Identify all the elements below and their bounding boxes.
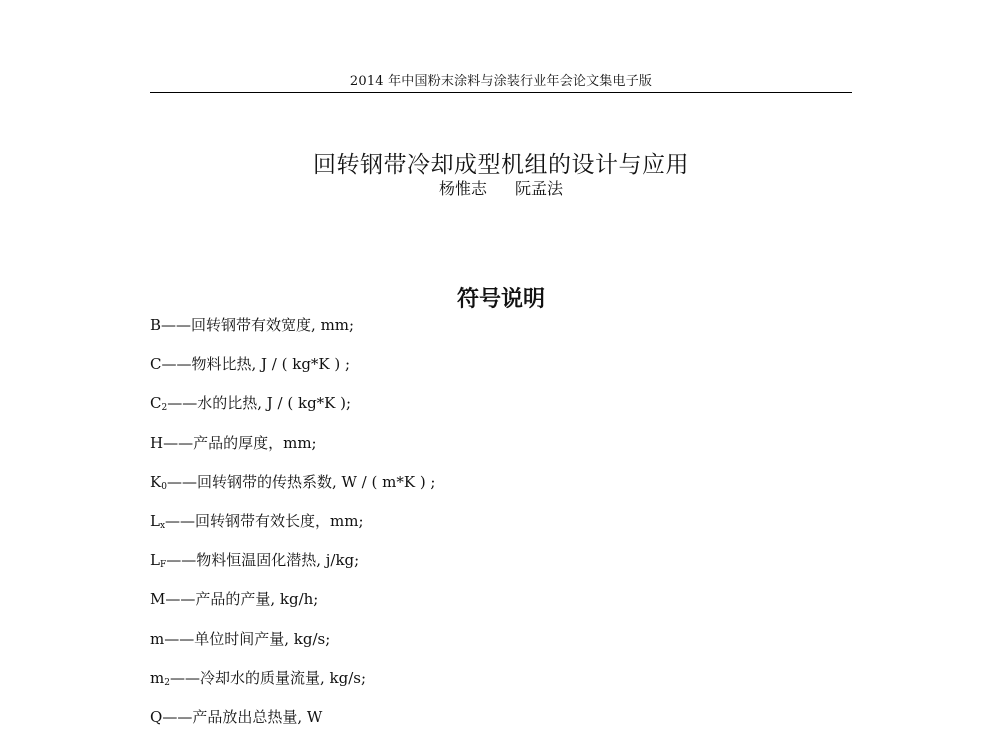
- symbol-item: [150, 470, 852, 509]
- header-rule: [150, 92, 852, 93]
- section-heading: 符号说明: [456, 287, 545, 313]
- symbol: B: [150, 316, 162, 334]
- symbol: m: [150, 668, 165, 687]
- symbol-item: [150, 705, 852, 744]
- symbol: K: [150, 472, 162, 491]
- symbol-definition: ——回转钢带的传热系数, W / ( m*K ) ;: [166, 472, 436, 491]
- symbol: m: [150, 629, 165, 648]
- symbol-item: [150, 313, 852, 352]
- symbol-item: [150, 548, 852, 587]
- symbol: Q: [150, 707, 163, 726]
- symbol-list: [150, 313, 852, 744]
- symbol: H: [150, 433, 164, 452]
- symbol-definition: ——物料恒温固化潜热, j/kg;: [166, 551, 360, 570]
- symbol-definition: ——回转钢带有效宽度, mm;: [161, 316, 355, 334]
- symbol: L: [150, 551, 160, 570]
- running-header: 2014 年中国粉末涂料与涂装行业年会论文集电子版: [349, 74, 653, 89]
- author-list: [150, 176, 852, 199]
- symbol-definition: ——水的比热, J / ( kg*K );: [167, 394, 352, 413]
- symbol-definition: ——产品放出总热量, W: [162, 707, 323, 726]
- symbol-item: [150, 509, 852, 548]
- symbol: C: [150, 394, 162, 413]
- symbol-item: [150, 352, 852, 391]
- symbol-definition: ——冷却水的质量流量, kg/s;: [169, 668, 367, 687]
- symbol-item: [150, 587, 852, 626]
- symbol-subscript: 0: [161, 481, 167, 492]
- symbol-subscript: x: [159, 520, 166, 531]
- symbol-definition: ——产品的厚度，mm;: [163, 433, 317, 452]
- author-name: 杨惟志: [438, 179, 487, 198]
- author-name: 阮孟法: [515, 179, 564, 198]
- paper-title: 回转钢带冷却成型机组的设计与应用: [313, 152, 689, 179]
- symbol: C: [150, 355, 162, 374]
- symbol-definition: ——回转钢带有效长度，mm;: [165, 511, 364, 530]
- symbol-item: [150, 431, 852, 470]
- symbol-definition: ——物料比热, J / ( kg*K ) ;: [161, 355, 351, 374]
- symbol-subscript: 2: [164, 677, 170, 688]
- symbol-definition: ——单位时间产量, kg/s;: [164, 629, 331, 648]
- symbol-item: [150, 627, 852, 666]
- symbol-subscript: F: [159, 560, 167, 571]
- symbol-subscript: 2: [161, 403, 168, 414]
- symbol-item: [150, 391, 852, 430]
- symbol: M: [150, 590, 166, 609]
- symbol-definition: ——产品的产量, kg/h;: [165, 590, 319, 609]
- symbol-item: [150, 666, 852, 705]
- symbol: L: [150, 511, 160, 530]
